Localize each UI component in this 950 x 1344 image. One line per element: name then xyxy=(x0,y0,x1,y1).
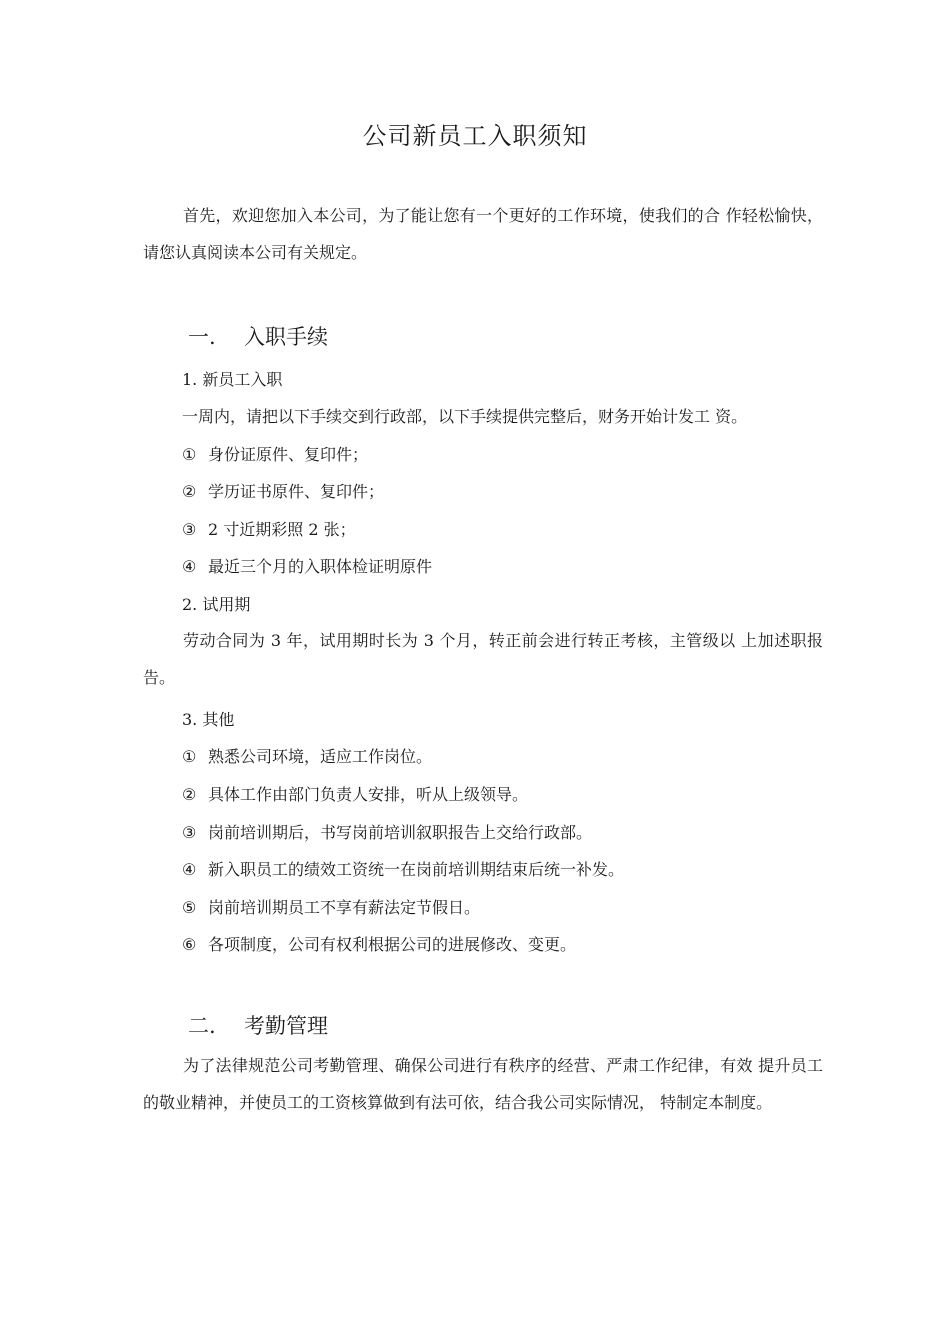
list-item-text: 熟悉公司环境，适应工作岗位。 xyxy=(208,747,433,766)
list-item-text: 新入职员工的绩效工资统一在岗前培训期结束后统一补发。 xyxy=(208,860,625,879)
list-marker: ⑥ xyxy=(182,935,197,954)
attendance-paragraph: 为了法律规范公司考勤管理、确保公司进行有秩序的经营、严肃工作纪律，有效 提升员工的敬业精神，并使员工的工资核算做到有法可依，结合我公司实际情况， 特制定本制度。 xyxy=(143,1056,823,1112)
list-marker: ① xyxy=(182,445,197,464)
section-heading-attendance xyxy=(188,1010,328,1040)
list-marker: ③ xyxy=(182,520,197,539)
list-item xyxy=(182,820,592,843)
list-marker: ② xyxy=(182,482,197,501)
list-item-text: 具体工作由部门负责人安排，听从上级领导。 xyxy=(208,785,529,804)
list-marker: ③ xyxy=(182,823,197,842)
list-item-text: 最近三个月的入职体检证明原件 xyxy=(208,557,433,576)
list-item xyxy=(182,479,384,502)
new-hire-instruction: 一周内，请把以下手续交到行政部，以下手续提供完整后，财务开始计发工 资。 xyxy=(182,407,748,426)
list-item xyxy=(182,517,356,540)
list-item xyxy=(182,895,480,918)
list-item xyxy=(182,442,368,465)
section-title: 考勤管理 xyxy=(244,1014,328,1038)
list-item-text: 身份证原件、复印件； xyxy=(208,445,369,464)
list-item xyxy=(182,744,432,767)
list-item-text: 岗前培训期后，书写岗前培训叙职报告上交给行政部。 xyxy=(208,823,593,842)
list-item xyxy=(182,554,432,577)
list-marker: ① xyxy=(182,747,197,766)
list-marker: ② xyxy=(182,785,197,804)
section-number: 二. xyxy=(188,1014,216,1038)
section-number: 一. xyxy=(188,325,216,349)
intro-paragraph: 首先，欢迎您加入本公司，为了能让您有一个更好的工作环境，使我们的合 作轻松愉快，请您认真阅读本公司有关规定。 xyxy=(143,206,823,262)
list-item-text: 2 寸近期彩照 2 张； xyxy=(208,520,356,539)
list-item xyxy=(182,857,624,880)
list-item xyxy=(182,932,576,955)
probation-paragraph: 劳动合同为 3 年，试用期时长为 3 个月，转正前会进行转正考核，主管级以 上加述职报告。 xyxy=(143,631,823,687)
subsection-heading-other: 3. 其他 xyxy=(182,710,235,729)
list-marker: ④ xyxy=(182,860,197,879)
list-marker: ④ xyxy=(182,557,197,576)
section-title: 入职手续 xyxy=(244,325,328,349)
list-item xyxy=(182,782,528,805)
subsection-heading-probation: 2. 试用期 xyxy=(182,595,251,614)
subsection-heading-new-hire: 1. 新员工入职 xyxy=(182,370,283,389)
section-heading-onboarding xyxy=(188,321,328,351)
list-item-text: 学历证书原件、复印件； xyxy=(208,482,385,501)
list-item-text: 各项制度，公司有权利根据公司的进展修改、变更。 xyxy=(208,935,577,954)
list-item-text: 岗前培训期员工不享有薪法定节假日。 xyxy=(208,898,481,917)
document-title: 公司新员工入职须知 xyxy=(362,122,588,150)
list-marker: ⑤ xyxy=(182,898,197,917)
